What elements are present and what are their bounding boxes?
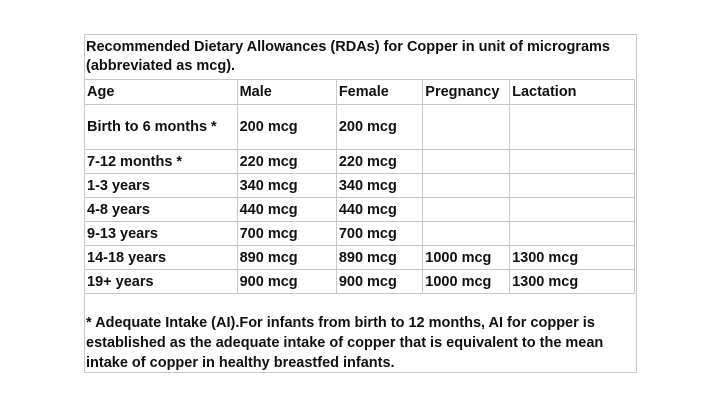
cell-lactation bbox=[510, 198, 635, 222]
cell-lactation bbox=[510, 222, 635, 246]
table-row bbox=[85, 246, 635, 270]
table-row bbox=[85, 270, 635, 294]
cell-female: 200 mcg bbox=[336, 105, 422, 150]
rda-sheet bbox=[84, 34, 637, 373]
cell-age: 7-12 months * bbox=[85, 150, 238, 174]
footnote: * Adequate Intake (AI).For infants from birth to 12 months, AI for copper is established as the adequate intake of copper that is equivalent to the mean intake of copper in healthy breastfed infants. bbox=[86, 315, 604, 371]
cell-pregnancy bbox=[423, 222, 510, 246]
table-title: Recommended Dietary Allowances (RDAs) for Copper in unit of micrograms (abbreviated as mcg). bbox=[86, 39, 610, 74]
cell-male: 700 mcg bbox=[237, 222, 336, 246]
cell-female: 900 mcg bbox=[336, 270, 422, 294]
cell-female: 340 mcg bbox=[336, 174, 422, 198]
cell-lactation bbox=[510, 105, 635, 150]
cell-pregnancy bbox=[423, 105, 510, 150]
table-row bbox=[85, 222, 635, 246]
table-row bbox=[85, 174, 635, 198]
cell-pregnancy: 1000 mcg bbox=[423, 270, 510, 294]
header-pregnancy: Pregnancy bbox=[423, 80, 510, 105]
cell-male: 200 mcg bbox=[237, 105, 336, 150]
cell-female: 440 mcg bbox=[336, 198, 422, 222]
cell-pregnancy bbox=[423, 198, 510, 222]
cell-age: Birth to 6 months * bbox=[85, 105, 238, 150]
cell-male: 220 mcg bbox=[237, 150, 336, 174]
table-row bbox=[85, 150, 635, 174]
cell-lactation bbox=[510, 150, 635, 174]
cell-male: 440 mcg bbox=[237, 198, 336, 222]
header-female: Female bbox=[336, 80, 422, 105]
cell-age: 9-13 years bbox=[85, 222, 238, 246]
header-age: Age bbox=[85, 80, 238, 105]
cell-age: 14-18 years bbox=[85, 246, 238, 270]
cell-male: 340 mcg bbox=[237, 174, 336, 198]
cell-lactation: 1300 mcg bbox=[510, 270, 635, 294]
cell-age: 4-8 years bbox=[85, 198, 238, 222]
header-male: Male bbox=[237, 80, 336, 105]
rda-table bbox=[84, 79, 635, 294]
cell-female: 220 mcg bbox=[336, 150, 422, 174]
cell-pregnancy bbox=[423, 174, 510, 198]
table-row bbox=[85, 105, 635, 150]
header-lactation: Lactation bbox=[510, 80, 635, 105]
cell-female: 700 mcg bbox=[336, 222, 422, 246]
cell-male: 890 mcg bbox=[237, 246, 336, 270]
table-header-row bbox=[85, 80, 635, 105]
cell-pregnancy bbox=[423, 150, 510, 174]
cell-age: 1-3 years bbox=[85, 174, 238, 198]
table-row bbox=[85, 198, 635, 222]
cell-lactation: 1300 mcg bbox=[510, 246, 635, 270]
cell-pregnancy: 1000 mcg bbox=[423, 246, 510, 270]
cell-age: 19+ years bbox=[85, 270, 238, 294]
cell-lactation bbox=[510, 174, 635, 198]
cell-male: 900 mcg bbox=[237, 270, 336, 294]
cell-female: 890 mcg bbox=[336, 246, 422, 270]
